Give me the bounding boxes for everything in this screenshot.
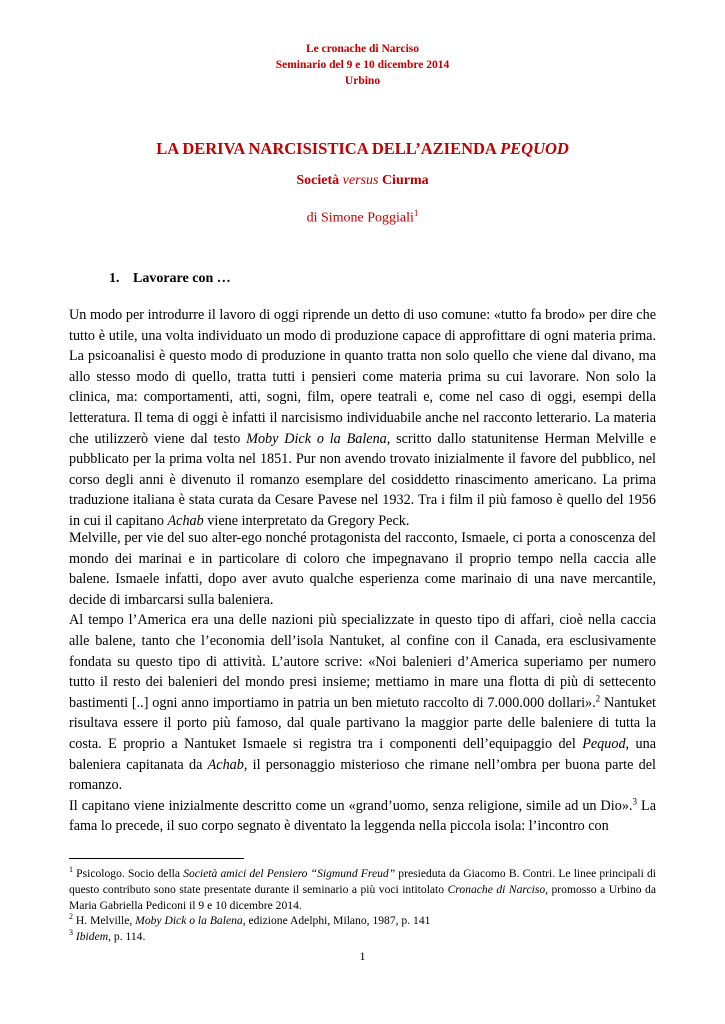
footnote-1-text-3: , promosso a Urbino da Maria Gabriella Pediconi il 9 e 10 dicembre 2014.: [69, 882, 656, 912]
para2: [69, 528, 656, 610]
title-italic: PEQUOD: [500, 139, 569, 158]
footnote-1-italic-society: Società amici del Pensiero “Sigmund Freud”: [183, 867, 396, 880]
para1-text-2: , scritto dallo statunitense Herman Melville e pubblicato per la prima volta nel 1851. Pur non avendo trovato inizialmente il favore del pubblico, nel corso degli anni è divenuto il romanzo esemplare del cosiddetto rinascimento americano. La prima traduzione italiana è stata curata da Cesare Pavese nel 1932. Tra i film il più famoso è quello del 1956 in cui il capitano: [69, 430, 657, 529]
para4: [69, 796, 656, 837]
para3-text-2: Nantuket risultava essere il porto più famoso, dal quale partivano la maggior parte delle baleniere di tutta la costa. E proprio a Nantuket Ismaele si registra tra i componenti dell’equipaggio del: [69, 694, 656, 752]
para1-text-1: Un modo per introdurre il lavoro di oggi riprende un detto di uso comune: «tutto fa brodo» per dire che tutto è utile, una volta individuato un modo di produzione capace di approfittare di ogni materia prima. La psicoanalisi è questo modo di produzione in quanto tratta non solo quello che viene dal divano, ma allo stesso modo di quello, tratta tutti i pensieri come materia prima su cui lavorare. Non solo la clinica, ma: comportamenti, atti, sogni, film, opere teatrali e, come nel caso di oggi, esempi della letteratura. Il tema di oggi è infatti il narcisismo individuabile anche nel racconto letterario. La materia che utilizzerò viene dal testo: [69, 307, 656, 447]
author-name: di Simone Poggiali: [306, 210, 414, 226]
page-number: 1: [359, 949, 366, 963]
footnote-1-italic-seminar: Cronache di Narciso: [447, 882, 546, 896]
footnote-3: [69, 929, 656, 945]
footnote-1: [69, 866, 656, 913]
para1-text-3: viene interpretato da Gregory Peck.: [203, 512, 410, 529]
header-series-title: Le cronache di Narciso: [306, 43, 419, 55]
footnote-1-number: 1: [69, 865, 73, 875]
footnote-2-italic-title: Moby Dick o la Balena: [135, 914, 243, 927]
footnote-1-text-1: Psicologo. Socio della: [73, 867, 184, 880]
footnote-2-text-1: H. Melville,: [73, 914, 136, 927]
section-number: 1.: [109, 271, 120, 286]
para3-text-1: Al tempo l’America era una delle nazioni più specializzate in questo tipo di affari, cioè nella caccia alle balene, tanto che l’economia dell’isola Nantuket, al confine con il Canada, era esclusivamente fondata su questo tipo di attività. L’autore scrive: «Noi balenieri d’America superiamo per numero tutto il resto dei balenieri del mondo presi insieme; mettiamo in mare una flotta di più di settecento bastimenti [..] ogni anno importiamo in patria un ben mietuto raccolto di 7.000.000 dollari».: [69, 612, 656, 711]
footnote-ref-3[interactable]: 3: [632, 795, 637, 806]
footnote-2: [69, 913, 656, 929]
author-footnote-ref[interactable]: 1: [413, 208, 419, 218]
header-seminar-dates: Seminario del 9 e 10 dicembre 2014: [275, 59, 450, 71]
footnote-3-number: 3: [69, 928, 73, 938]
footnote-2-number: 2: [69, 912, 73, 922]
paragraph-intro: [69, 305, 656, 532]
para4-text-2: La fama lo precede, il suo corpo segnato è diventato la leggenda nella piccola isola: l’incontro con: [69, 797, 656, 835]
header-location: Urbino: [344, 75, 381, 87]
subtitle-left: Società: [296, 173, 343, 188]
para3-italic-pequod: Pequod: [582, 735, 626, 752]
paragraph-body: [69, 528, 656, 837]
document-title: [0, 139, 725, 159]
footnote-ref-2[interactable]: 2: [595, 693, 601, 704]
footnote-3-italic-ibidem: Ibidem: [73, 930, 109, 943]
para2-text: Melville, per vie del suo alter-ego nonché protagonista del racconto, Ismaele, ci porta a conoscenza del mondo dei marinai e in particolare di coloro che impegnavano il proprio tempo nella caccia alle balene. Ismaele infatti, dopo aver avuto qualche esperienza come marinaio di una nave mercantile, decide di imbarcarsi sulla baleniera.: [69, 530, 656, 608]
para4-text-1: Il capitano viene inizialmente descritto come un «grand’uomo, senza religione, simile ad un Dio».: [69, 797, 633, 814]
document-subtitle: [0, 172, 725, 190]
footnote-1-text-2: presieduta da Giacomo B. Contri. Le linee principali di questo contributo sono state presentate durante il seminario a più voci intitolato: [69, 867, 656, 896]
para3: [69, 610, 656, 795]
para1-italic-achab: Achab: [167, 512, 204, 529]
section-heading: [109, 269, 231, 289]
footnote-separator: [69, 858, 244, 859]
title-main: LA DERIVA NARCISISTICA DELL’AZIENDA: [156, 139, 501, 158]
section-title: Lavorare con …: [133, 271, 231, 286]
para3-text-3: , una baleniera capitanata da: [69, 735, 656, 773]
author-line: [0, 203, 725, 229]
para3-italic-achab: Achab: [207, 756, 244, 773]
footnote-2-text-2: , edizione Adelphi, Milano, 1987, p. 141: [242, 914, 431, 927]
subtitle-right: Ciurma: [378, 173, 429, 188]
para1-italic-book-title: Moby Dick o la Balena: [246, 430, 387, 447]
para3-text-4: , il personaggio misterioso che rimane nell’ombra per buona parte del romanzo.: [69, 756, 656, 794]
subtitle-italic: versus: [342, 173, 379, 188]
footnote-3-text: , p. 114.: [108, 930, 146, 943]
